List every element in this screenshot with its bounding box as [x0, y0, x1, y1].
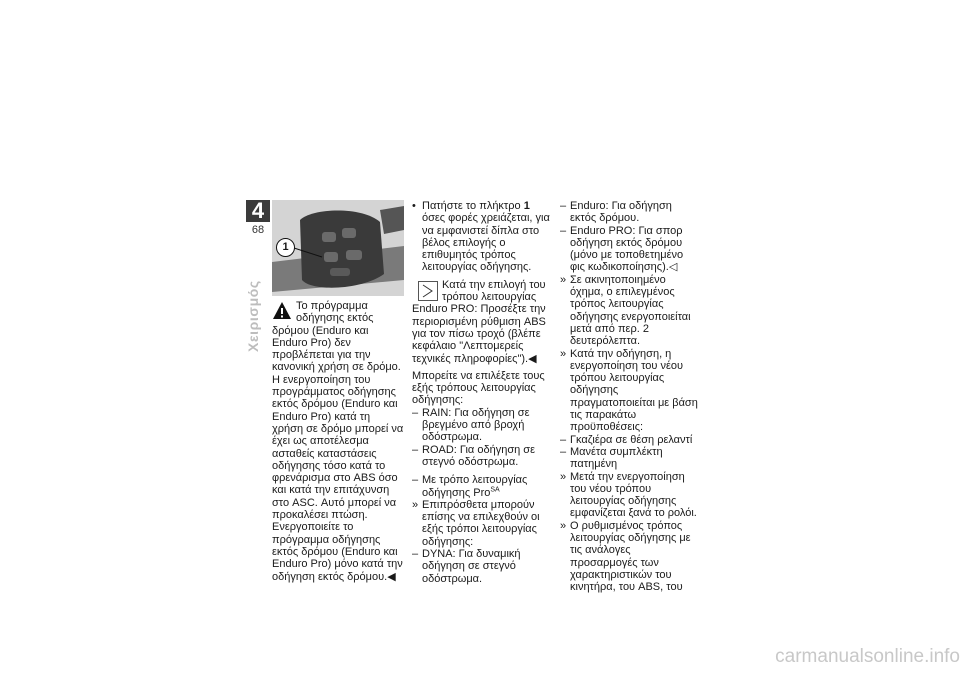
- dash-icon: –: [412, 406, 419, 419]
- warning-text: Το πρόγραμμα οδήγησης εκτός δρόμου (Enduro και Enduro Pro) δεν προβλέπεται για την κανονική χρήση σε δρόμο. Η ενεργοποίηση του προγράμματος οδήγησης εκτός δρόμου (Enduro και Enduro Pro) κατά τη χρήση σε δρόμο μπορεί να έχει ως αποτέλεσμα ασταθείς καταστάσεις οδήγησης τόσο κατά το φρενάρισμα στο ABS όσο και κατά την επιτάχυνση στο ASC. Αυτό μπορεί να προκαλέσει πτώση. Ενεργοποιείτε το πρόγραμμα οδήγησης εκτός δρόμου (Enduro και Enduro Pro) μόνο κατά την οδήγηση εκτός δρόμου.◀: [272, 300, 404, 583]
- dash-icon: –: [412, 443, 419, 456]
- end-mark-icon: ◀: [528, 352, 537, 365]
- mode-pro: – Με τρόπο λειτουργίας οδήγησης Pro$^{SA}$: [412, 474, 528, 499]
- result-icon: »: [412, 498, 419, 511]
- result-icon: »: [560, 273, 567, 286]
- column-2: [412, 200, 550, 585]
- chapter-number: 4: [246, 200, 270, 222]
- condition-throttle: – Γκαζιέρα σε θέση ρελαντί: [560, 433, 693, 446]
- end-mark-open-icon: ◁: [668, 261, 678, 274]
- bullet-icon: •: [412, 200, 416, 212]
- column-1: [272, 300, 404, 583]
- result-clock: » Μετά την ενεργοποίηση του νέου τρόπου λειτουργίας οδήγησης εμφανίζεται ξανά το ρολόι.: [560, 470, 697, 520]
- dash-icon: –: [560, 433, 567, 446]
- handlebar-switch-photo: [272, 200, 404, 296]
- step-press-button: • Πατήστε το πλήκτρο 1 όσες φορές χρειάζεται, για να εμφανιστεί δίπλα στο βέλος επιλογής ο επιθυμητός τρόπος λειτουργίας οδήγησης.: [412, 200, 550, 274]
- page-number: 68: [251, 224, 265, 236]
- result-icon: »: [560, 519, 567, 532]
- watermark: carmanualsonline.info: [775, 646, 960, 667]
- section-label: Χειρισμός: [245, 280, 261, 352]
- mode-enduro-pro: – Enduro PRO: Για σπορ οδήγηση εκτός δρόμου (μόνο με τοποθετημένο φις κωδικοποίησης).◁: [560, 224, 684, 274]
- dash-icon: –: [560, 200, 567, 212]
- condition-clutch: – Μανέτα συμπλέκτη πατημένη: [560, 445, 663, 471]
- result-settings: » Ο ρυθμισμένος τρόπος λειτουργίας οδήγησης με τις ανάλογες προσαρμογές των χαρακτηριστικών του κινητήρα, του ABS, του: [560, 519, 691, 594]
- dash-icon: –: [412, 474, 419, 487]
- mode-dyna: – DYNA: Για δυναμική οδήγηση σε στεγνό οδόστρωμα.: [412, 548, 521, 585]
- dash-icon: –: [412, 548, 419, 561]
- result-riding: » Κατά την οδήγηση, η ενεργοποίηση του νέου τρόπου λειτουργίας οδήγησης πραγματοποιείται με βάση τις παρακάτω προϋποθέσεις:: [560, 347, 698, 434]
- note-text: Κατά την επιλογή του τρόπου λειτουργίας Enduro PRO: Προσέξτε την περιορισμένη ρύθμιση ABS για τον πίσω τροχό (βλέπε κεφάλαιο "Λεπτομερείς τεχνικές πληροφορίες").◀: [412, 278, 546, 365]
- mode-rain: – RAIN: Για οδήγηση σε βρεγμένο από βροχή οδόστρωμα.: [412, 406, 530, 444]
- mode-road: – ROAD: Για οδήγηση σε στεγνό οδόστρωμα.: [412, 443, 535, 468]
- dash-icon: –: [560, 224, 567, 237]
- key-number: 1: [523, 200, 530, 212]
- warning-triangle-icon: [272, 301, 292, 321]
- mode-enduro: – Enduro: Για οδήγηση εκτός δρόμου.: [560, 200, 672, 225]
- result-icon: »: [560, 347, 567, 360]
- note-icon: [418, 281, 438, 301]
- result-standstill: » Σε ακινητοποιημένο όχημα, ο επιλεγμένος τρόπος λειτουργίας οδήγησης ενεργοποιείται μετά από περ. 2 δευτερόλεπτα.: [560, 273, 691, 348]
- end-mark-icon: ◀: [387, 570, 396, 583]
- result-icon: »: [560, 470, 567, 483]
- result-additional-modes: » Επιπρόσθετα μπορούν επίσης να επιλεχθούν οι εξής τρόποι λειτουργίας οδήγησης:: [412, 498, 540, 548]
- column-3: [560, 200, 700, 594]
- callout-marker: 1: [276, 238, 295, 257]
- dash-icon: –: [560, 445, 567, 458]
- modes-intro: Μπορείτε να επιλέξετε τους εξής τρόπους λειτουργίας οδήγησης:: [412, 369, 545, 407]
- note-block: [412, 279, 550, 365]
